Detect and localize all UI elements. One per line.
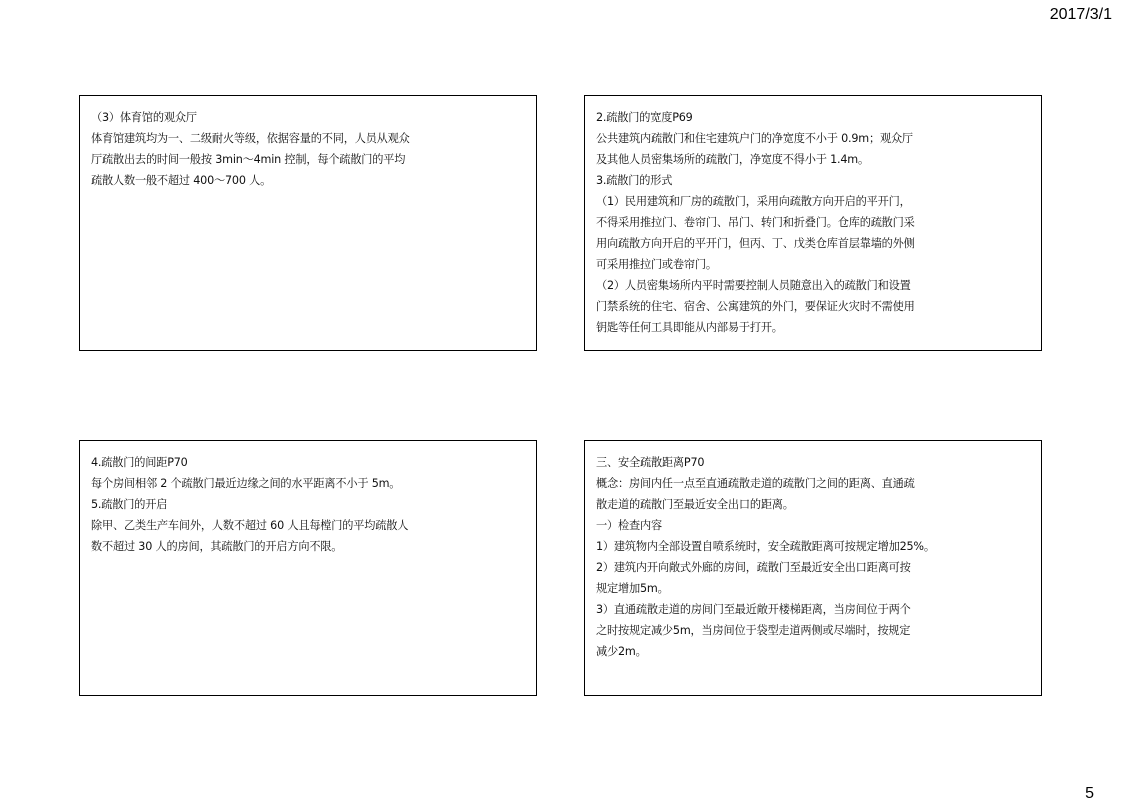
slide-text-line: 钥匙等任何工具即能从内部易于打开。 xyxy=(596,321,783,334)
slide-text-line: 疏散人数一般不超过 400～700 人。 xyxy=(91,174,272,187)
slide-subheading: 3.疏散门的形式 xyxy=(596,174,673,187)
slide-heading: （3）体育馆的观众厅 xyxy=(91,111,197,124)
slide-subheading: 一）检查内容 xyxy=(596,519,662,532)
slide-text-line: （2）人员密集场所内平时需要控制人员随意出入的疏散门和设置 xyxy=(596,279,911,292)
slide-thumbnail-evacuation-distance xyxy=(584,440,1042,696)
slide-text-line: 散走道的疏散门至最近安全出口的距离。 xyxy=(596,498,794,511)
slide-text-line: 公共建筑内疏散门和住宅建筑户门的净宽度不小于 0.9m；观众厅 xyxy=(596,132,913,145)
slide-thumbnail-door-spacing xyxy=(79,440,537,696)
slide-heading: 4.疏散门的间距P70 xyxy=(91,456,188,469)
page-number: 5 xyxy=(1085,785,1094,802)
slide-thumbnail-auditorium xyxy=(79,95,537,351)
slide-heading: 2.疏散门的宽度P69 xyxy=(596,111,693,124)
slide-thumbnail-door-width xyxy=(584,95,1042,351)
slide-subheading: 5.疏散门的开启 xyxy=(91,498,168,511)
slide-text-line: 用向疏散方向开启的平开门，但丙、丁、戊类仓库首层靠墙的外侧 xyxy=(596,237,915,250)
slide-text-line: 之时按规定减少5m，当房间位于袋型走道两侧或尽端时，按规定 xyxy=(596,624,911,637)
slide-text-line: 门禁系统的住宅、宿舍、公寓建筑的外门，要保证火灾时不需使用 xyxy=(596,300,915,313)
slide-text-line: 概念：房间内任一点至直通疏散走道的疏散门之间的距离、直通疏 xyxy=(596,477,915,490)
slide-text-line: 3）直通疏散走道的房间门至最近敞开楼梯距离，当房间位于两个 xyxy=(596,603,911,616)
slide-text-line: 不得采用推拉门、卷帘门、吊门、转门和折叠门。仓库的疏散门采 xyxy=(596,216,915,229)
print-date: 2017/3/1 xyxy=(1049,6,1112,23)
slide-text-line: 体育馆建筑均为一、二级耐火等级，依据容量的不同，人员从观众 xyxy=(91,132,410,145)
slide-text-line: 及其他人员密集场所的疏散门，净宽度不得小于 1.4m。 xyxy=(596,153,869,166)
slide-text-line: 减少2m。 xyxy=(596,645,647,658)
slide-heading: 三、安全疏散距离P70 xyxy=(596,456,705,469)
slide-text-line: 1）建筑物内全部设置自喷系统时，安全疏散距离可按规定增加25%。 xyxy=(596,540,935,553)
slide-text-line: （1）民用建筑和厂房的疏散门，采用向疏散方向开启的平开门， xyxy=(596,195,911,208)
slide-text-line: 厅疏散出去的时间一般按 3min～4min 控制，每个疏散门的平均 xyxy=(91,153,406,166)
slide-text-line: 可采用推拉门或卷帘门。 xyxy=(596,258,717,271)
slide-text-line: 每个房间相邻 2 个疏散门最近边缘之间的水平距离不小于 5m。 xyxy=(91,477,401,490)
slide-text-line: 规定增加5m。 xyxy=(596,582,669,595)
slide-text-line: 2）建筑内开向敞式外廊的房间，疏散门至最近安全出口距离可按 xyxy=(596,561,911,574)
slide-text-line: 除甲、乙类生产车间外，人数不超过 60 人且每樘门的平均疏散人 xyxy=(91,519,409,532)
slide-text-line: 数不超过 30 人的房间，其疏散门的开启方向不限。 xyxy=(91,540,343,553)
